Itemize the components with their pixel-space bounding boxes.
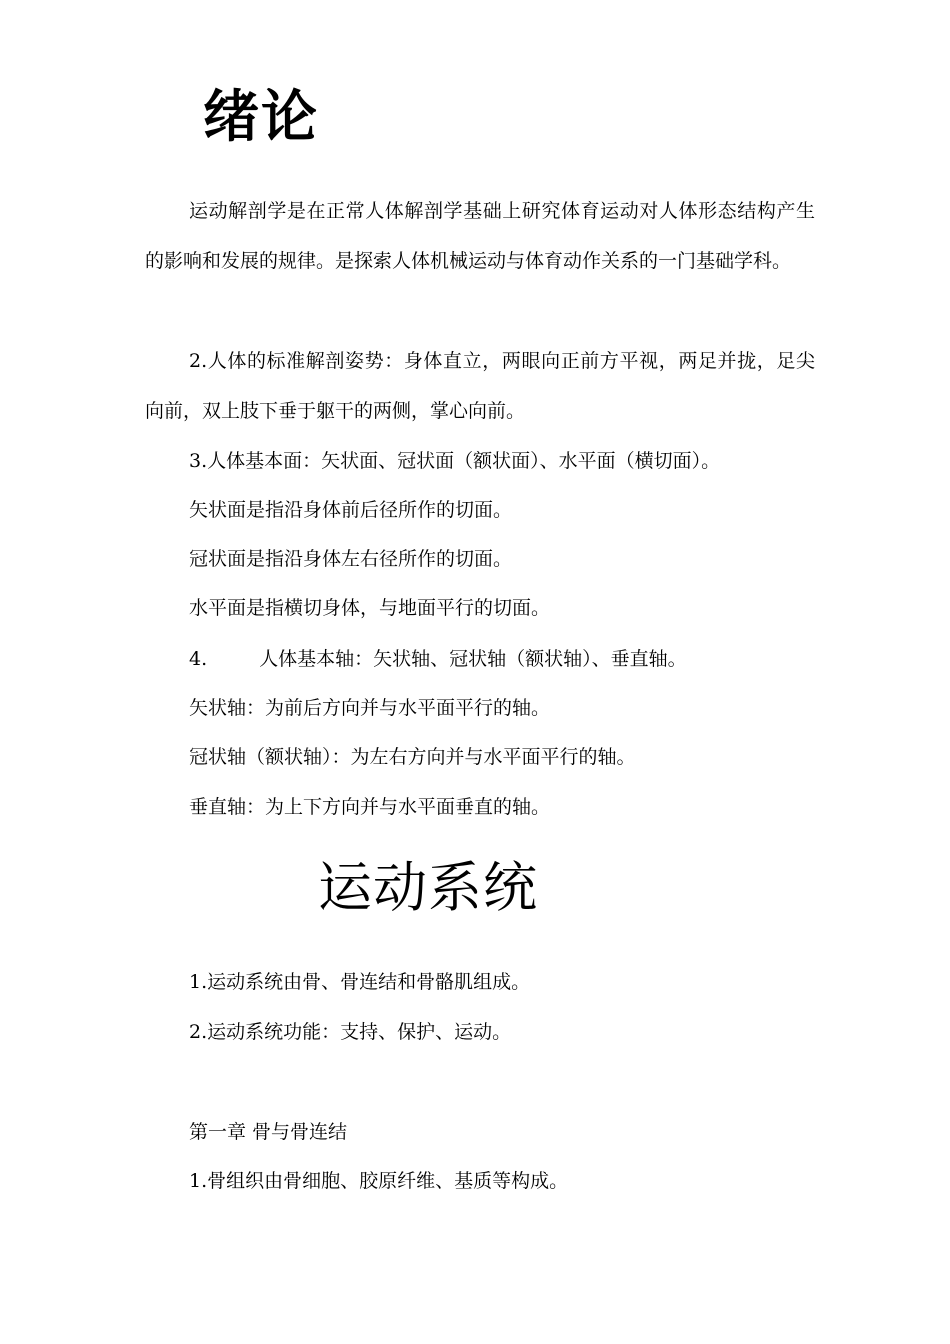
chapter-heading: 第一章 骨与骨连结 xyxy=(189,1121,348,1143)
axes-heading-text: 人体基本轴：矢状轴、冠状轴（额状轴）、垂直轴。 xyxy=(259,648,687,670)
coronal-axis-line: 冠状轴（额状轴）：为左右方向并与水平面平行的轴。 xyxy=(189,746,636,768)
section-title-introduction: 绪论 xyxy=(203,85,319,150)
planes-heading: 3.人体基本面：矢状面、冠状面（额状面）、水平面（横切面）。 xyxy=(189,450,721,472)
horizontal-plane-line: 水平面是指横切身体，与地面平行的切面。 xyxy=(189,597,551,619)
section-title-motor-system: 运动系统 xyxy=(318,856,538,919)
motor-system-line-2: 2.运动系统功能：支持、保护、运动。 xyxy=(189,1021,512,1043)
sagittal-axis-line: 矢状轴：为前后方向并与水平面平行的轴。 xyxy=(189,697,551,719)
intro-paragraph: 运动解剖学是在正常人体解剖学基础上研究体育运动对人体形态结构产生的影响和发展的规律。是探索人体机械运动与体育动作关系的一门基础学科。 xyxy=(145,200,815,272)
bone-tissue-line: 1.骨组织由骨细胞、胶原纤维、基质等构成。 xyxy=(189,1170,569,1192)
axes-heading-number: 4. xyxy=(189,648,208,670)
sagittal-plane-line: 矢状面是指沿身体前后径所作的切面。 xyxy=(189,499,513,521)
axes-heading xyxy=(189,644,687,674)
coronal-plane-line: 冠状面是指沿身体左右径所作的切面。 xyxy=(189,548,513,570)
posture-paragraph: 2.人体的标准解剖姿势：身体直立，两眼向正前方平视，两足并拢，足尖向前，双上肢下垂于躯干的两侧，掌心向前。 xyxy=(145,350,815,422)
motor-system-line-1: 1.运动系统由骨、骨连结和骨骼肌组成。 xyxy=(189,971,531,993)
vertical-axis-line: 垂直轴：为上下方向并与水平面垂直的轴。 xyxy=(189,796,551,818)
